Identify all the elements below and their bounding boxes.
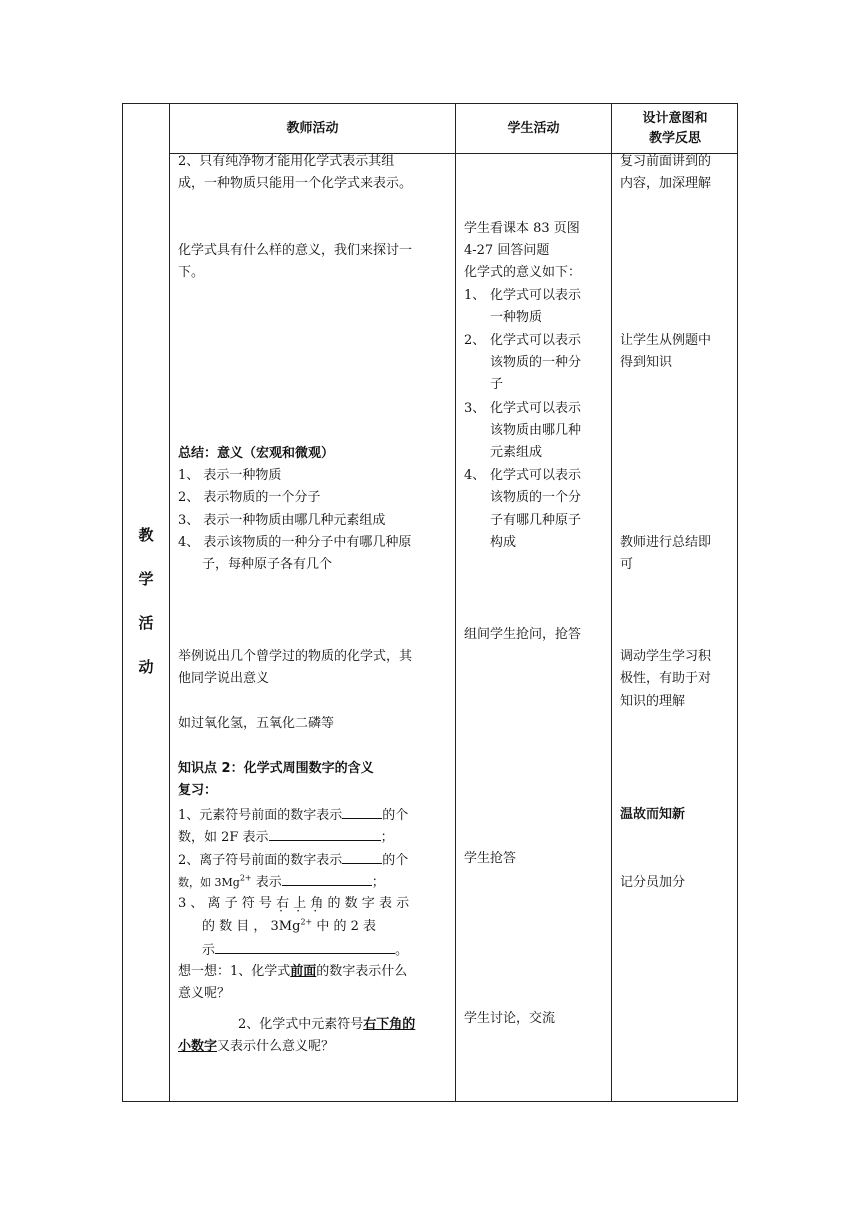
design-line: 让学生从例题中 (620, 333, 712, 348)
review-item-2 (178, 848, 408, 872)
think-question-2 (238, 1014, 415, 1036)
summary-item: 4、 表示该物质的一种分子中有哪几种原 (178, 535, 412, 550)
student-line: 化学式的意义如下： (464, 265, 582, 280)
student-item: 该物质的一个分 (490, 490, 582, 505)
emphasis-char: 上 (293, 896, 307, 911)
think-question-1-cont: 意义呢？ (178, 986, 231, 1001)
review-text: 示 (202, 943, 216, 958)
question-text: 又表示什么意义呢？ (217, 1039, 335, 1054)
design-line: 可 (620, 557, 634, 572)
design-line: 得到知识 (620, 355, 673, 370)
column-divider (455, 104, 456, 1101)
student-item: 化学式可以表示 (490, 333, 582, 348)
design-line: 温故而知新 (620, 807, 686, 822)
student-line: 4-27 回答问题 (464, 243, 550, 258)
student-item: 该物质的一种分 (490, 355, 582, 370)
question-text: 想一想：1、化学式 (178, 964, 291, 979)
student-item: 该物质由哪几种 (490, 423, 582, 438)
student-item-number: 1、 (464, 288, 486, 303)
review-text: ； (380, 830, 394, 845)
student-activity: 学生抢答 (464, 851, 517, 866)
answer-blank (342, 848, 382, 864)
example-line2: 他同学说出意义 (178, 671, 270, 686)
column-divider (169, 104, 170, 1101)
review-text: 3 、 离 子 符 号 (178, 896, 272, 911)
review-text: 数，如 3Mg (178, 876, 240, 889)
review-item-2-cont (178, 870, 385, 894)
answer-blank (269, 825, 381, 841)
summary-item: 3、 表示一种物质由哪几种元素组成 (178, 513, 386, 528)
student-item: 子有哪几种原子 (490, 513, 582, 528)
summary-title: 总结：意义（宏观和微观） (178, 446, 335, 461)
lesson-table (122, 103, 738, 1102)
question-emphasis: 前面 (290, 964, 317, 979)
think-question-1 (178, 961, 407, 983)
emphasis-char: 角 (310, 896, 324, 911)
knowledge-point-title: 知识点 2：化学式周围数字的含义 (178, 761, 374, 776)
design-line: 记分员加分 (620, 875, 686, 890)
answer-blank (215, 938, 395, 954)
student-item: 一种物质 (490, 310, 543, 325)
teacher-p2-line2: 下。 (178, 265, 205, 280)
side-label (123, 104, 169, 1101)
review-item-1-cont (178, 825, 394, 849)
teacher-p1-line2: 成，一种物质只能用一个化学式来表示。 (178, 176, 413, 191)
summary-item: 1、 表示一种物质 (178, 468, 282, 483)
header-design (612, 104, 738, 153)
student-activity: 组间学生抢问，抢答 (464, 627, 582, 642)
review-item-3-cont2 (202, 938, 408, 962)
superscript: 2+ (300, 917, 313, 927)
review-text: 的个 (382, 853, 409, 868)
column-divider (611, 104, 612, 1101)
header-design-line1: 设计意图和 (642, 110, 708, 126)
review-text: 数，如 2F 表示 (178, 830, 269, 845)
student-item-number: 2、 (464, 333, 486, 348)
student-item: 元素组成 (490, 445, 543, 460)
side-label-char: 活 (138, 614, 154, 632)
answer-blank (342, 803, 382, 819)
side-label-char: 学 (138, 570, 154, 588)
review-text: 的个 (382, 808, 409, 823)
design-line: 知识的理解 (620, 694, 686, 709)
emphasis-char: 右 (276, 896, 290, 911)
header-teacher: 教师活动 (286, 120, 339, 136)
header-student: 学生活动 (507, 120, 560, 136)
summary-item: 2、 表示物质的一个分子 (178, 490, 321, 505)
student-activity: 学生讨论，交流 (464, 1011, 556, 1026)
side-label-char: 教 (138, 526, 154, 544)
review-label: 复习： (178, 783, 218, 798)
review-text: 的 数 字 表 示 (327, 896, 410, 911)
review-text: 。 (395, 943, 409, 958)
review-text: 1、元素符号前面的数字表示 (178, 808, 343, 823)
student-item: 构成 (490, 535, 517, 550)
student-item: 化学式可以表示 (490, 288, 582, 303)
question-text: 的数字表示什么 (316, 964, 408, 979)
review-item-1 (178, 803, 408, 827)
design-line: 极性，有助于对 (620, 671, 712, 686)
question-emphasis: 小数字 (178, 1039, 218, 1054)
student-item: 化学式可以表示 (490, 468, 582, 483)
student-item-number: 3、 (464, 401, 486, 416)
teacher-p2-line1: 化学式具有什么样的意义，我们来探讨一 (178, 243, 413, 258)
question-text: 2、化学式中元素符号 (238, 1017, 364, 1032)
student-item: 子 (490, 377, 504, 392)
design-line: 复习前面讲到的 (620, 154, 712, 169)
design-line: 内容，加深理解 (620, 176, 712, 191)
header-design-line2: 教学反思 (648, 130, 701, 146)
student-line: 学生看课本 83 页图 (464, 221, 580, 236)
teacher-p1-line1: 2、只有纯净物才能用化学式表示其组 (178, 154, 395, 169)
design-line: 调动学生学习积 (620, 649, 712, 664)
student-item: 化学式可以表示 (490, 401, 582, 416)
review-text: 中 的 2 表 (312, 919, 377, 934)
review-text: 的 数 目 ， 3Mg (202, 919, 301, 934)
example-line1: 举例说出几个曾学过的物质的化学式，其 (178, 649, 413, 664)
answer-blank (282, 870, 372, 886)
superscript: 2+ (239, 873, 252, 883)
question-emphasis: 右下角的 (363, 1017, 416, 1032)
summary-item-cont: 子，每种原子各有几个 (202, 557, 333, 572)
review-item-3 (178, 893, 409, 915)
review-text: 表示 (251, 875, 282, 890)
review-text: 2、离子符号前面的数字表示 (178, 853, 343, 868)
example-line3: 如过氧化氢，五氧化二磷等 (178, 716, 335, 731)
student-item-number: 4、 (464, 468, 486, 483)
side-label-char: 动 (138, 658, 154, 676)
review-text: ； (371, 875, 385, 890)
think-question-2-cont (178, 1036, 334, 1058)
review-item-3-cont (202, 916, 376, 938)
design-line: 教师进行总结即 (620, 535, 712, 550)
